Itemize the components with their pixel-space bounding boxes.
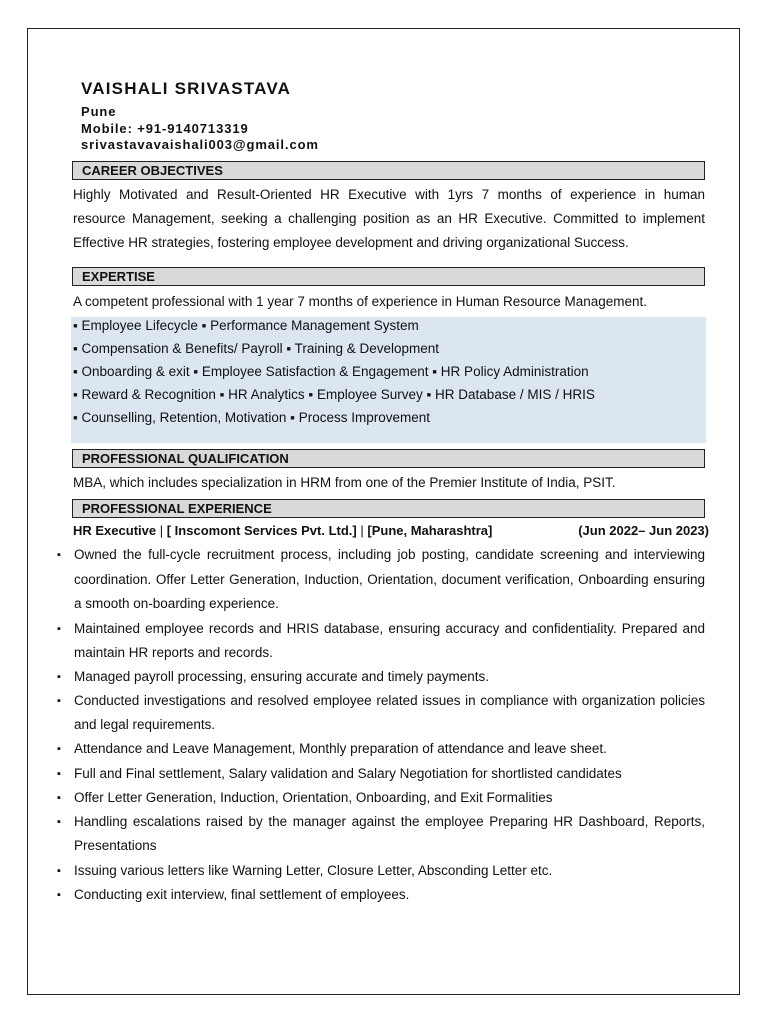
bullet-text: Offer Letter Generation, Induction, Orientation, Onboarding, and Exit Formalities — [74, 790, 553, 805]
expertise-line: ▪ Employee Lifecycle ▪ Performance Management System — [73, 318, 419, 333]
city: Pune — [81, 104, 117, 119]
bullet-icon: ▪ — [57, 695, 61, 707]
bullet-text: Full and Final settlement, Salary validation and Salary Negotiation for shortlisted candidates — [74, 766, 622, 781]
bullet-icon: ▪ — [57, 816, 61, 828]
candidate-name: VAISHALI SRIVASTAVA — [81, 79, 292, 98]
bullet-icon: ▪ — [57, 549, 61, 561]
job-location: [Pune, Maharashtra] — [367, 523, 493, 538]
bullet-icon: ▪ — [57, 671, 61, 683]
objective-line: resource Management, seeking a challenging position as an HR Executive. Committed to implement — [73, 211, 705, 226]
career-objectives-text — [73, 183, 705, 255]
objective-line: Effective HR strategies, fostering employee development and driving organizational Success. — [73, 235, 629, 250]
section-professional-experience: PROFESSIONAL EXPERIENCE — [72, 499, 705, 518]
bullet-text: Conducting exit interview, final settlement of employees. — [74, 887, 410, 902]
bullet-text: Attendance and Leave Management, Monthly preparation of attendance and leave sheet. — [74, 741, 607, 756]
job-title-line — [73, 523, 709, 538]
bullet-text: Conducted investigations and resolved employee related issues in compliance with organization policies — [74, 693, 705, 708]
separator: | — [159, 523, 164, 538]
bullet-icon: ▪ — [57, 865, 61, 877]
bullet-text: and legal requirements. — [74, 717, 216, 732]
section-expertise: EXPERTISE — [72, 267, 705, 286]
expertise-intro: A competent professional with 1 year 7 months of experience in Human Resource Management. — [73, 294, 648, 309]
bullet-text: Owned the full-cycle recruitment process, including job posting, candidate screening and interviewing — [74, 547, 705, 562]
bullet-text: Managed payroll processing, ensuring accurate and timely payments. — [74, 669, 489, 684]
bullet-icon: ▪ — [57, 743, 61, 755]
expertise-line: ▪ Reward & Recognition ▪ HR Analytics ▪ Employee Survey ▪ HR Database / MIS / HRIS — [73, 387, 595, 402]
job-company: [ Inscomont Services Pvt. Ltd.] — [166, 523, 357, 538]
expertise-line: ▪ Onboarding & exit ▪ Employee Satisfaction & Engagement ▪ HR Policy Administration — [73, 364, 589, 379]
bullet-text: Maintained employee records and HRIS database, ensuring accuracy and confidentiality. Prepared and — [74, 621, 705, 636]
bullet-icon: ▪ — [57, 792, 61, 804]
bullet-icon: ▪ — [57, 768, 61, 780]
job-role: HR Executive — [73, 523, 157, 538]
bullet-icon: ▪ — [57, 889, 61, 901]
job-dates: (Jun 2022– Jun 2023) — [578, 523, 709, 538]
mobile: Mobile: +91-9140713319 — [81, 121, 249, 136]
section-career-objectives: CAREER OBJECTIVES — [72, 161, 705, 180]
email: srivastavavaishali003@gmail.com — [81, 137, 319, 152]
expertise-line: ▪ Compensation & Benefits/ Payroll ▪ Training & Development — [73, 341, 440, 356]
bullet-text: maintain HR reports and records. — [74, 645, 273, 660]
separator: | — [360, 523, 364, 538]
bullet-icon: ▪ — [57, 623, 61, 635]
qualification-text: MBA, which includes specialization in HRM from one of the Premier Institute of India, PSIT. — [73, 475, 616, 490]
bullet-text: Presentations — [74, 838, 157, 853]
bullet-text: coordination. Offer Letter Generation, Induction, Orientation, document verification, Onboarding ensuring — [74, 572, 705, 587]
expertise-line: ▪ Counselling, Retention, Motivation ▪ Process Improvement — [73, 410, 430, 425]
section-professional-qualification: PROFESSIONAL QUALIFICATION — [72, 449, 705, 468]
bullet-text: a smooth on-boarding experience. — [74, 596, 279, 611]
objective-line: Highly Motivated and Result-Oriented HR Executive with 1yrs 7 months of experience in human — [73, 187, 705, 202]
bullet-text: Issuing various letters like Warning Letter, Closure Letter, Absconding Letter etc. — [74, 863, 553, 878]
bullet-text: Handling escalations raised by the manager against the employee Preparing HR Dashboard, Reports, — [74, 814, 705, 829]
